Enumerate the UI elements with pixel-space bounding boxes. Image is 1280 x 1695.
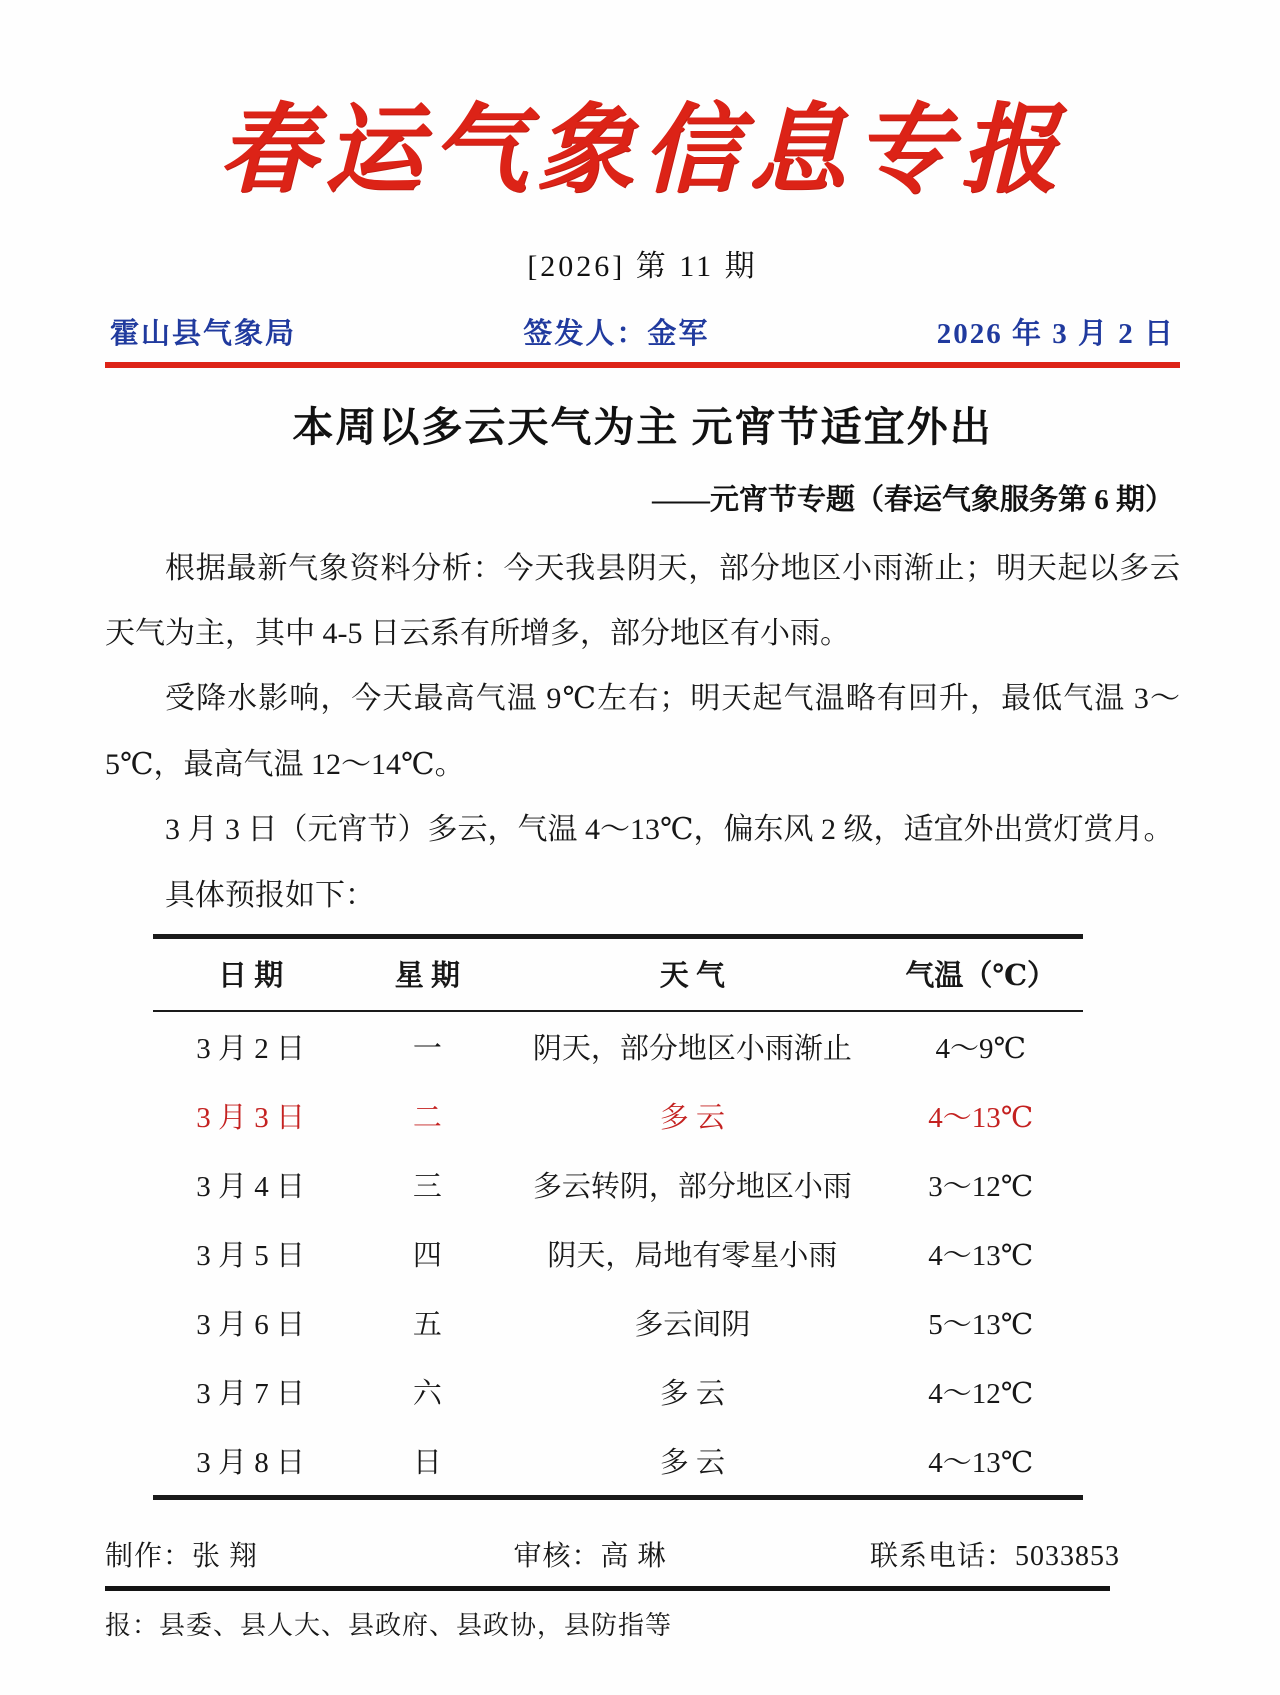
cell-weather: 多云间阴 (634, 1309, 751, 1342)
cell-weekday: 二 (412, 1102, 442, 1135)
header-temp: 气温（℃） (905, 960, 1057, 993)
paragraph-temperature: 受降水影响，今天最高气温 9℃左右；明天起气温略有回升，最低气温 3～5℃，最高气温 12～14℃。 (105, 682, 1180, 781)
cell-date: 3 月 7 日 (196, 1378, 306, 1411)
issuer-info-row (105, 311, 1180, 352)
contact-phone: 联系电话：5033853 (869, 1541, 1120, 1573)
cell-date: 3 月 2 日 (196, 1033, 306, 1066)
cell-weather: 多 云 (659, 1378, 726, 1411)
header-date: 日 期 (218, 960, 284, 993)
cell-weather: 阴天，局地有零星小雨 (547, 1240, 838, 1273)
cell-date: 3 月 5 日 (196, 1240, 306, 1273)
cell-weather: 多云转阴，部分地区小雨 (532, 1171, 852, 1204)
forecast-row (153, 1011, 1083, 1081)
forecast-row (153, 1426, 1083, 1498)
cell-date: 3 月 4 日 (196, 1171, 306, 1204)
cell-temp: 4～13℃ (928, 1240, 1034, 1273)
forecast-table-head (153, 937, 1083, 1012)
maker-credit: 制作：张 翔 (105, 1541, 259, 1573)
article-headline: 本周以多云天气为主 元宵节适宜外出 (292, 403, 993, 450)
cell-weather: 阴天，部分地区小雨渐止 (532, 1033, 852, 1066)
cell-temp: 5～13℃ (928, 1309, 1034, 1342)
forecast-row (153, 1219, 1083, 1288)
article-subtitle: ——元宵节专题（春运气象服务第 6 期） (651, 483, 1174, 516)
paragraph-lantern-festival: 3 月 3 日（元宵节）多云，气温 4～13℃，偏东风 2 级，适宜外出赏灯赏月。 (165, 813, 1174, 847)
cell-temp: 4～12℃ (928, 1378, 1034, 1411)
forecast-row (153, 1150, 1083, 1219)
cell-temp: 4～13℃ (928, 1102, 1034, 1135)
reviewer-credit: 审核：高 琳 (513, 1541, 667, 1573)
signer: 签发人：金军 (523, 317, 710, 350)
forecast-table-body (153, 1011, 1083, 1498)
cell-temp: 4～13℃ (928, 1447, 1034, 1480)
cell-date: 3 月 6 日 (196, 1309, 306, 1342)
article-body (105, 536, 1180, 928)
footer-divider (105, 1586, 1110, 1591)
distribution-list: 报：县委、县人大、县政府、县政协，县防指等 (105, 1611, 673, 1641)
issuing-agency: 霍山县气象局 (110, 317, 297, 350)
header-weekday: 星 期 (394, 960, 460, 993)
cell-weekday: 五 (412, 1309, 442, 1342)
paragraph-forecast-overview: 根据最新气象资料分析：今天我县阴天，部分地区小雨渐止；明天起以多云天气为主，其中 4-5 日云系有所增多，部分地区有小雨。 (105, 551, 1180, 651)
cell-weekday: 三 (412, 1171, 442, 1204)
issue-number: [2026] 第 11 期 (527, 249, 758, 283)
red-divider (105, 362, 1180, 368)
cell-weekday: 六 (412, 1378, 442, 1411)
cell-weather: 多 云 (659, 1102, 726, 1135)
forecast-table (153, 934, 1083, 1500)
forecast-row (153, 1288, 1083, 1357)
bulletin-title: 春运气象信息专报 (218, 97, 1067, 204)
cell-weekday: 日 (412, 1447, 442, 1480)
credits-row (105, 1534, 1180, 1574)
cell-weekday: 一 (412, 1033, 442, 1066)
cell-weather: 多 云 (659, 1447, 726, 1480)
cell-temp: 3～12℃ (928, 1171, 1034, 1204)
cell-weekday: 四 (412, 1240, 442, 1273)
paragraph-table-intro: 具体预报如下： (165, 878, 375, 912)
header-weather: 天 气 (659, 960, 726, 993)
header-row (153, 937, 1083, 1012)
cell-date: 3 月 3 日 (196, 1102, 306, 1135)
cell-temp: 4～9℃ (935, 1033, 1026, 1066)
issue-date: 2026 年 3 月 2 日 (936, 317, 1175, 350)
forecast-row (153, 1357, 1083, 1426)
forecast-row (153, 1081, 1083, 1150)
cell-date: 3 月 8 日 (196, 1447, 306, 1480)
